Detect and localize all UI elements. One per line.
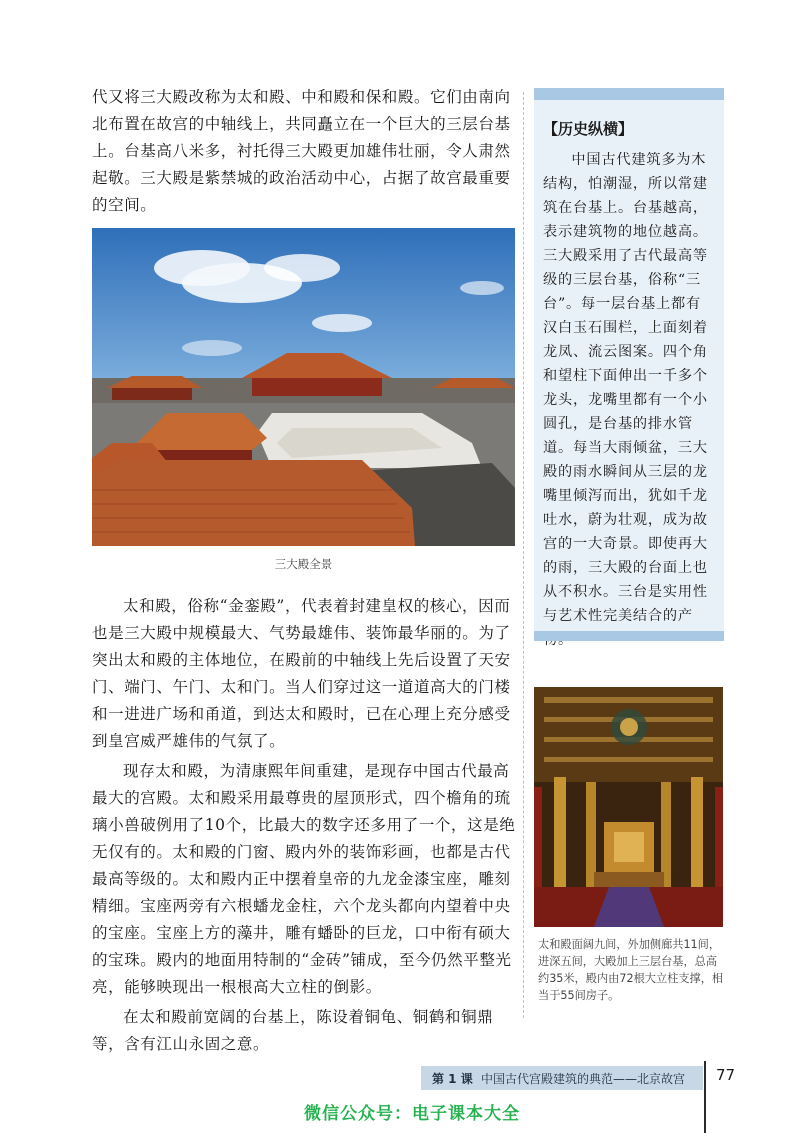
paragraph-rebuild: 现存太和殿，为清康熙年间重建，是现存中国古代最高最大的宫殿。太和殿采用最尊贵的屋顶形式，四个檐角的琉璃小兽破例用了10个，比最大的数字还多用了一个，这是绝无仅有的。太和殿的门窗、殿内外的装饰彩画，也都是古代最高等级的。太和殿内正中摆着皇帝的九龙金漆宝座，雕刻精细。宝座两旁有六根蟠龙金柱，六个龙头都向内望着中央的宝座。宝座上方的藻井，雕有蟠卧的巨龙，口中衔有硕大的宝珠。殿内的地面用特制的“金砖”铺成，至今仍然平整光亮，能够映现出一根根高大立柱的倒影。 — [92, 762, 516, 996]
sidebar-top-bar — [534, 88, 724, 100]
column-divider — [523, 92, 524, 1018]
footer-divider — [704, 1061, 706, 1133]
figure-caption-interior: 太和殿面阔九间，外加侧廊共11间，进深五间，大殿加上三层台基，总高约35米，殿内由72根大立柱支撑，相当于55间房子。 — [538, 938, 724, 1002]
sidebar-title: 【历史纵横】 — [543, 120, 634, 138]
sidebar-bottom-bar — [534, 631, 724, 641]
footer-lesson-label: 第 1 课 — [432, 1072, 473, 1086]
paragraph-terrace: 在太和殿前宽阔的台基上，陈设着铜龟、铜鹤和铜鼎等，含有江山永固之意。 — [92, 1008, 494, 1053]
sidebar-body: 中国古代建筑多为木结构，怕潮湿，所以常建筑在台基上。台基越高，表示建筑物的地位越高。三大殿采用了古代最高等级的三层台基，俗称“三台”。每一层台基上都有汉白玉石围栏，上面刻着龙凤、流云图案。四个角和望柱下面伸出一千多个龙头，龙嘴里都有一个小圆孔，是台基的排水管道。每当大雨倾盆，三大殿的雨水瞬间从三层的龙嘴里倾泻而出，犹如千龙吐水，蔚为壮观，成为故宫的一大奇景。即使再大的雨，三大殿的台面上也从不积水。三台是实用性与艺术性完美结合的产 — [543, 152, 708, 624]
paragraph-intro: 代又将三大殿改称为太和殿、中和殿和保和殿。它们由南向北布置在故宫的中轴线上，共同矗立在一个巨大的三层台基上。台基高八米多，衬托得三大殿更加雄伟壮丽，令人肃然起敬。三大殿是紫禁城的政治活动中心，占据了故宫最重要的空间。 — [92, 88, 511, 214]
watermark-text: 微信公众号：电子课本大全 — [304, 1104, 520, 1124]
main-text-top — [92, 84, 518, 219]
footer-lesson-title: 中国古代宫殿建筑的典范——北京故宫 — [481, 1072, 686, 1086]
page-number: 77 — [716, 1066, 736, 1084]
figure-caption-three-halls: 三大殿全景 — [274, 557, 333, 571]
three-halls-photo — [92, 228, 515, 546]
main-text-lower — [92, 593, 518, 1058]
history-sidebar — [534, 88, 724, 641]
taihe-interior-photo — [534, 687, 723, 927]
paragraph-taihe: 太和殿，俗称“金銮殿”，代表着封建皇权的核心，因而也是三大殿中规模最大、气势最雄伟、装饰最华丽的。为了突出太和殿的主体地位，在殿前的中轴线上先后设置了天安门、端门、午门、太和门。当人们穿过这一道道高大的门楼和一进进广场和甬道，到达太和殿时，已在心理上充分感受到皇宫威严雄伟的气氛了。 — [92, 597, 511, 750]
